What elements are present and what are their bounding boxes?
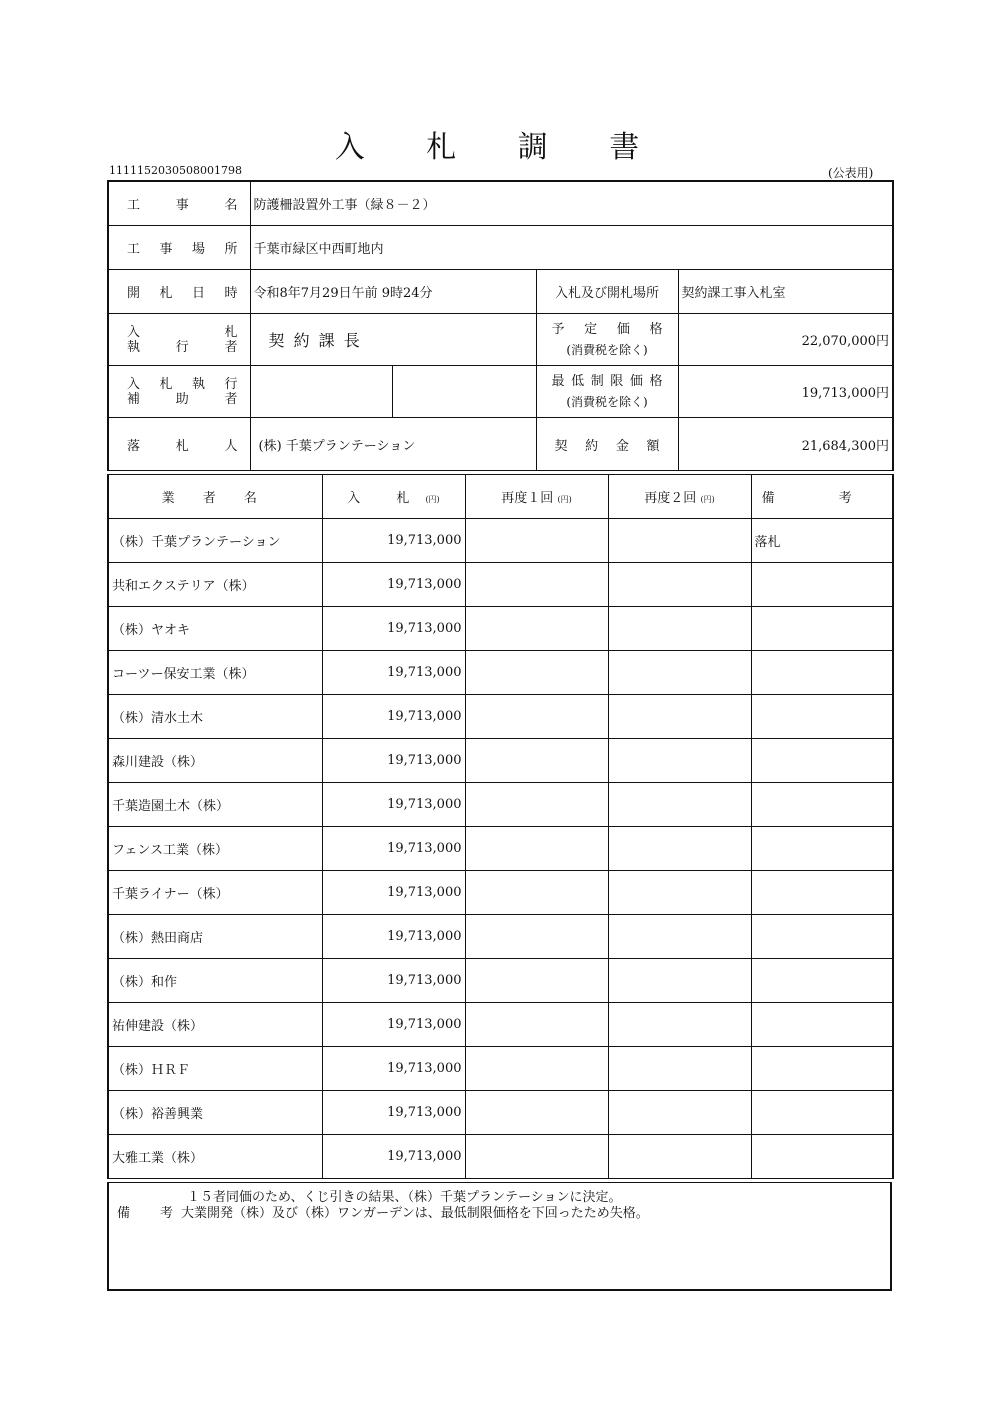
cell-company: （株）ＨＲＦ [108,1047,322,1091]
col-bid: 入 札(円) [322,475,465,519]
cell-bid: 19,713,000 [322,871,465,915]
cell-note [751,607,893,651]
cell-note [751,1135,893,1179]
table-row [108,1091,893,1135]
bid-place-label: 入札及び開札場所 [536,270,678,314]
cell-company: コーツー保安工業（株） [108,651,322,695]
remarks-box [107,1182,892,1291]
contract-amount-value: 21,684,300円 [678,418,893,471]
cell-note [751,1047,893,1091]
cell-note [751,1091,893,1135]
table-row [108,959,893,1003]
document-title: 入 札 調 書 [334,130,666,165]
cell-note [751,827,893,871]
cell-rebid2 [608,783,751,827]
cell-company: （株）千葉プランテーション [108,519,322,563]
table-row [108,1003,893,1047]
work-place-row [108,226,893,270]
col-note: 備 考 [751,475,893,519]
document-id: 1111152030508001798 [109,164,242,177]
table-row [108,915,893,959]
work-name-row [108,181,893,226]
cell-note [751,1003,893,1047]
cell-company: 祐伸建設（株） [108,1003,322,1047]
work-place-value: 千葉市緑区中西町地内 [250,226,893,270]
table-row [108,1047,893,1091]
contract-amount-label: 契 約 金 額 [536,418,678,471]
executor-value: 契 約 課 長 [250,314,536,366]
planned-price-label: 予 定 価 格 (消費税を除く) [536,314,678,366]
cell-rebid1 [465,915,608,959]
cell-bid: 19,713,000 [322,827,465,871]
cell-rebid2 [608,695,751,739]
cell-company: フェンス工業（株） [108,827,322,871]
table-row [108,871,893,915]
table-row [108,651,893,695]
min-price-value: 19,713,000円 [678,366,893,418]
cell-note [751,959,893,1003]
cell-company: 共和エクステリア（株） [108,563,322,607]
table-row [108,607,893,651]
cell-rebid1 [465,827,608,871]
cell-bid: 19,713,000 [322,1047,465,1091]
cell-rebid1 [465,1047,608,1091]
cell-rebid1 [465,959,608,1003]
cell-bid: 19,713,000 [322,739,465,783]
cell-rebid1 [465,563,608,607]
cell-company: 大雅工業（株） [108,1135,322,1179]
cell-rebid2 [608,959,751,1003]
cell-company: （株）ヤオキ [108,607,322,651]
header-table [107,180,894,471]
cell-note [751,915,893,959]
cell-rebid2 [608,915,751,959]
cell-rebid2 [608,739,751,783]
cell-company: （株）和作 [108,959,322,1003]
cell-company: （株）裕善興業 [108,1091,322,1135]
table-row [108,827,893,871]
table-row [108,739,893,783]
cell-bid: 19,713,000 [322,695,465,739]
bid-place-value: 契約課工事入札室 [678,270,893,314]
public-use-label: (公表用) [828,166,874,180]
cell-rebid1 [465,783,608,827]
cell-note [751,563,893,607]
cell-rebid2 [608,1047,751,1091]
executor-row [108,314,893,366]
cell-bid: 19,713,000 [322,1091,465,1135]
executor-label: 入 札 執 行 者 [108,314,250,366]
cell-company: 千葉ライナー（株） [108,871,322,915]
cell-company: 千葉造園土木（株） [108,783,322,827]
cell-note [751,695,893,739]
work-name-value: 防護柵設置外工事（緑８－２） [250,181,893,226]
cell-bid: 19,713,000 [322,651,465,695]
remarks-line-1: １５者同価のため、くじ引きの結果、（株）千葉プランテーションに決定。 [187,1190,622,1205]
work-place-label: 工 事 場 所 [108,226,250,270]
winner-value: (株) 千葉プランテーション [250,418,536,471]
col-company: 業 者 名 [108,475,322,519]
cell-bid: 19,713,000 [322,563,465,607]
cell-rebid2 [608,607,751,651]
opening-date-row [108,270,893,314]
cell-rebid2 [608,519,751,563]
min-price-label: 最 低 制 限 価 格 (消費税を除く) [536,366,678,418]
table-row [108,563,893,607]
winner-label: 落 札 人 [108,418,250,471]
cell-note: 落札 [751,519,893,563]
assistant-2-value [392,366,536,418]
winner-row [108,418,893,471]
table-row [108,783,893,827]
table-row [108,695,893,739]
cell-rebid1 [465,519,608,563]
cell-note [751,651,893,695]
col-rebid2: 再度２回 (円) [608,475,751,519]
cell-rebid1 [465,651,608,695]
cell-rebid1 [465,1003,608,1047]
cell-rebid2 [608,1003,751,1047]
cell-rebid1 [465,695,608,739]
bids-body [108,519,893,1179]
cell-bid: 19,713,000 [322,1135,465,1179]
assistant-1-value [250,366,392,418]
cell-note [751,871,893,915]
cell-bid: 19,713,000 [322,1003,465,1047]
assistant-row [108,366,893,418]
cell-company: （株）清水土木 [108,695,322,739]
table-row [108,519,893,563]
cell-rebid2 [608,1091,751,1135]
bids-header-row [108,475,893,519]
cell-bid: 19,713,000 [322,783,465,827]
cell-note [751,783,893,827]
planned-price-value: 22,070,000円 [678,314,893,366]
opening-date-label: 開 札 日 時 [108,270,250,314]
cell-rebid2 [608,871,751,915]
cell-rebid1 [465,739,608,783]
cell-bid: 19,713,000 [322,915,465,959]
cell-company: 森川建設（株） [108,739,322,783]
remarks-line-2: 大業開発（株）及び（株）ワンガーデンは、最低制限価格を下回ったため失格。 [181,1206,649,1221]
assistant-label: 入 札 執 行 補 助 者 [108,366,250,418]
table-row [108,1135,893,1179]
cell-rebid1 [465,1135,608,1179]
cell-rebid1 [465,871,608,915]
col-rebid1: 再度１回 (円) [465,475,608,519]
cell-rebid2 [608,827,751,871]
cell-bid: 19,713,000 [322,607,465,651]
cell-bid: 19,713,000 [322,519,465,563]
bids-table [107,474,894,1179]
cell-rebid1 [465,1091,608,1135]
cell-company: （株）熱田商店 [108,915,322,959]
cell-rebid2 [608,1135,751,1179]
cell-note [751,739,893,783]
cell-rebid2 [608,563,751,607]
work-name-label: 工 事 名 [108,181,250,226]
cell-bid: 19,713,000 [322,959,465,1003]
cell-rebid2 [608,651,751,695]
remarks-label: 備 考 [117,1206,173,1221]
cell-rebid1 [465,607,608,651]
opening-date-value: 令和8年7月29日午前 9時24分 [250,270,536,314]
